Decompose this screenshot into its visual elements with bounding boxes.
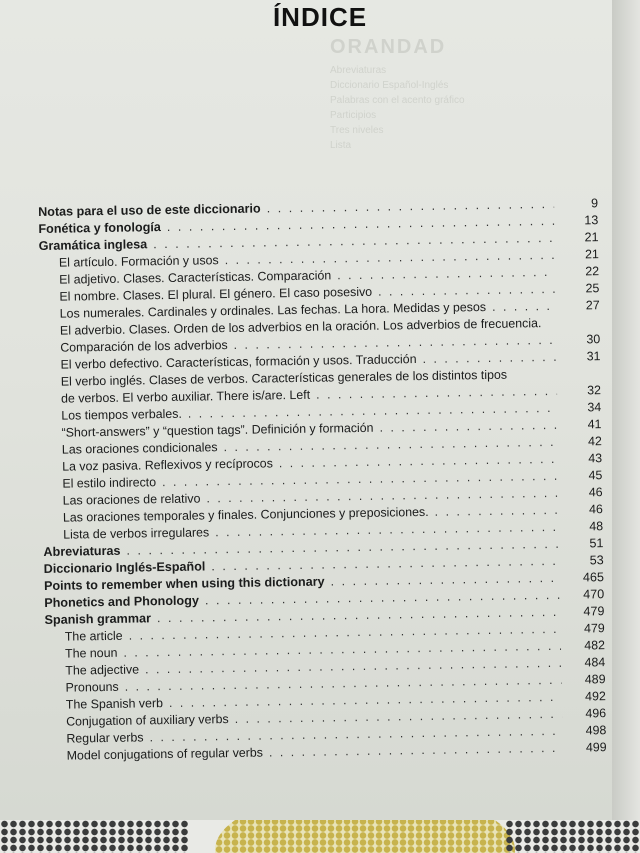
toc-page-number: 48 xyxy=(589,519,604,534)
toc-entry-title: Model conjugations of regular verbs xyxy=(66,745,264,763)
toc-entry-title: Fonética y fonología xyxy=(38,220,161,236)
toc-page-number: 42 xyxy=(587,434,602,449)
toc-page-number: 43 xyxy=(588,451,603,466)
toc-entry-title: Las oraciones condicionales xyxy=(61,440,218,457)
toc-entry-title: Lista de verbos irregulares xyxy=(63,525,210,542)
toc-page-number: 41 xyxy=(587,417,602,432)
toc-page-number: 45 xyxy=(588,468,603,483)
toc-entry-title: Los tiempos verbales. xyxy=(61,406,182,423)
toc-entry-title: Gramática inglesa xyxy=(38,237,148,253)
toc-entry-title: The adjective xyxy=(65,662,140,678)
fabric-pattern-yellow xyxy=(215,820,515,853)
toc-entry-title: Diccionario Inglés-Español xyxy=(43,559,206,576)
toc-page-number xyxy=(563,377,601,378)
dot-leader xyxy=(513,378,557,379)
toc-entry-title: La voz pasiva. Reflexivos y recíprocos xyxy=(62,456,273,474)
page-title: ÍNDICE xyxy=(272,2,368,32)
toc-page-number: 27 xyxy=(585,298,600,313)
toc-page-number: 34 xyxy=(587,400,602,415)
toc-page-number: 31 xyxy=(586,349,601,364)
toc-entry-title: El nombre. Clases. El plural. El género. El caso posesivo xyxy=(59,284,373,304)
toc-entry-title: The noun xyxy=(64,645,118,661)
fabric-pattern-left xyxy=(0,820,190,853)
toc-entry-title: Los numerales. Cardinales y ordinales. Las fechas. La hora. Medidas y pesos xyxy=(59,299,487,321)
dot-leader xyxy=(422,349,556,368)
toc-entry-title: Phonetics and Phonology xyxy=(44,593,199,610)
toc-entry-title: El verbo defectivo. Características, formación y usos. Traducción xyxy=(60,352,417,372)
toc-entry-title: “Short-answers” y “question tags”. Definición y formación xyxy=(61,420,374,440)
toc-page-number: 470 xyxy=(583,587,605,602)
toc-entry-title: The Spanish verb xyxy=(65,696,164,712)
toc-entry-title: Spanish grammar xyxy=(44,611,152,627)
toc-page-number: 13 xyxy=(584,213,599,228)
toc-entry-title: El adjetivo. Clases. Características. Comparación xyxy=(59,268,332,287)
dot-leader xyxy=(492,298,556,316)
toc-entry-title: El verbo inglés. Clases de verbos. Características generales de los distintos tipos xyxy=(60,367,508,389)
toc-page-number: 479 xyxy=(583,621,605,636)
toc-entry-title: Conjugation of auxiliary verbs xyxy=(66,712,229,729)
toc-page-number: 21 xyxy=(584,230,599,245)
toc-entry-title: de verbos. El verbo auxiliar. There is/are. Left xyxy=(60,387,311,406)
toc-page-number: 482 xyxy=(584,638,606,653)
tablecloth xyxy=(0,820,640,853)
show-through-text: ORANDAD Abreviaturas Diccionario Español-Inglés Palabras con el acento gráfico Participios Tres niveles Lista xyxy=(330,36,465,151)
toc-page-number: 479 xyxy=(583,604,605,619)
toc-entry-title: Comparación de los adverbios xyxy=(60,338,228,355)
toc-entry-title: The article xyxy=(64,628,123,644)
toc-page-number: 496 xyxy=(585,706,607,721)
toc-entry-title: Regular verbs xyxy=(66,730,144,746)
toc-entry-title: Notas para el uso de este diccionario xyxy=(38,201,261,219)
toc-page-number: 53 xyxy=(589,553,604,568)
toc-page-number: 492 xyxy=(585,689,606,704)
toc-page-number: 25 xyxy=(585,281,600,296)
toc-page-number: 484 xyxy=(584,655,606,670)
toc-page-number: 32 xyxy=(587,383,602,398)
toc-page-number: 22 xyxy=(585,264,600,279)
toc-page-number: 51 xyxy=(589,536,604,551)
toc-entry-title: Abreviaturas xyxy=(43,543,121,559)
toc-entry-title: Las oraciones de relativo xyxy=(62,491,201,508)
toc-page-number: 489 xyxy=(584,672,606,687)
toc-page-number: 465 xyxy=(582,570,605,585)
toc-entry-title: Pronouns xyxy=(65,679,119,695)
toc-page-number: 30 xyxy=(586,332,601,347)
dot-leader xyxy=(269,740,563,762)
toc-page-number: 46 xyxy=(588,502,603,517)
facing-page-edge xyxy=(612,0,640,820)
toc-entry-title: El estilo indirecto xyxy=(62,475,157,491)
toc-entry-title: El adverbio. Clases. Orden de los adverbios en la oración. Los adverbios de frecuencia. xyxy=(59,316,542,338)
dot-leader xyxy=(434,502,559,521)
toc-page-number: 9 xyxy=(590,196,599,211)
toc-entry-title: Las oraciones temporales y finales. Conjunciones y preposiciones. xyxy=(62,504,429,525)
table-of-contents xyxy=(38,195,607,765)
toc-page-number: 499 xyxy=(585,740,607,755)
toc-page-number: 21 xyxy=(584,247,599,262)
toc-page-number: 46 xyxy=(588,485,603,500)
toc-entry-title: El artículo. Formación y usos xyxy=(58,253,219,270)
fabric-pattern-right xyxy=(505,820,640,853)
toc-page-number xyxy=(562,326,600,327)
toc-entry-title: Points to remember when using this dictionary xyxy=(43,574,325,593)
toc-page-number: 498 xyxy=(585,723,607,738)
